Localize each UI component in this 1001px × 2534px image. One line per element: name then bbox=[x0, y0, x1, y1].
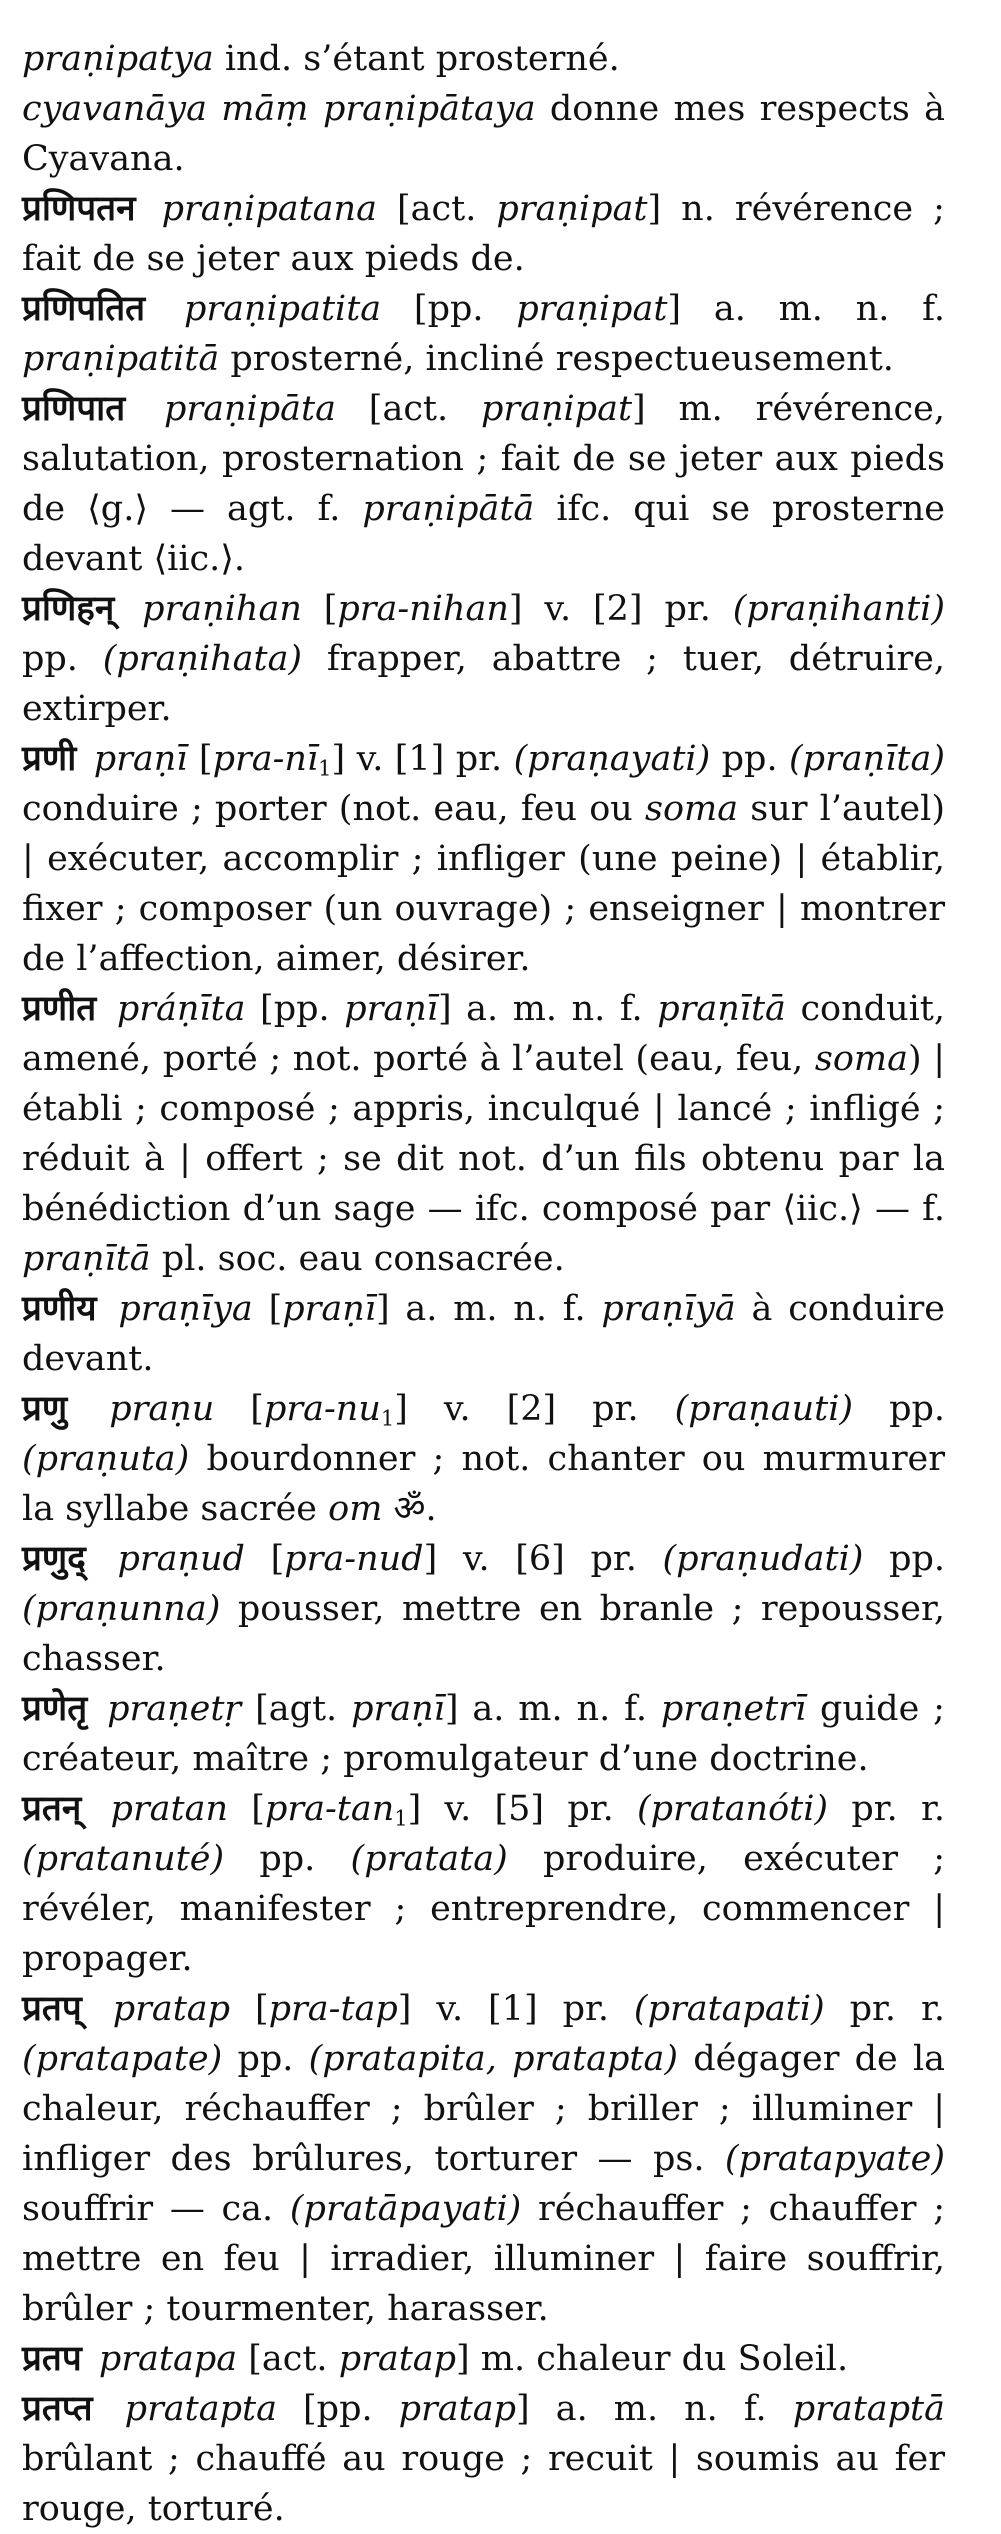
headword-devanagari: प्रतन् bbox=[22, 1789, 82, 1829]
italic-term: (praṇudati) bbox=[662, 1539, 864, 1579]
italic-term: pratapta bbox=[124, 2389, 277, 2429]
italic-term: práṇīta bbox=[116, 989, 246, 1029]
dictionary-entry: प्रणुद् praṇud [pra-nud] v. [6] pr. (praṇudati) pp. (praṇunna) pousser, mettre en branle ; repousser, chasser. bbox=[22, 1539, 946, 1679]
italic-term: (praṇauti) bbox=[674, 1389, 854, 1429]
dictionary-entry: प्रणिपात praṇipāta [act. praṇipat] m. révérence, salutation, prosternation ; fait de se jeter aux pieds de ⟨g.⟩ — agt. f. praṇipātā ifc. qui se prosterne devant ⟨iic.⟩. bbox=[22, 389, 945, 579]
italic-term: praṇipāta bbox=[164, 389, 336, 429]
dictionary-entry: प्रणीत práṇīta [pp. praṇī] a. m. n. f. praṇītā conduit, amené, porté ; not. porté à l’autel (eau, feu, soma) | établi ; composé ; appris, inculqué | lancé ; infligé ; réduit à | offert ; se dit not. d’un fils obtenu par la bénédiction d’un sage — ifc. composé par ⟨iic.⟩ — f. praṇītā pl. soc. eau consacrée. bbox=[22, 989, 945, 1279]
dictionary-entry: cyavanāya māṃ praṇipātaya donne mes respects à Cyavana. bbox=[22, 89, 945, 179]
dictionary-entry: प्रणेतृ praṇetṛ [agt. praṇī] a. m. n. f. praṇetrī guide ; créateur, maître ; promulgateur d’une doctrine. bbox=[22, 1689, 945, 1779]
headword-devanagari: प्रणी bbox=[22, 739, 77, 779]
dictionary-entry: प्रणी praṇī $[pra-nī_1]$ v. [1] pr. (praṇayati) pp. (praṇīta) conduire ; porter (not. eau, feu ou soma sur l’autel) | exécuter, accomplir ; infliger (une peine) | établir, fixer ; composer (un ouvrage) ; enseigner | montrer de l’affection, aimer, désirer. bbox=[22, 739, 945, 979]
headword-devanagari: प्रणिपात bbox=[22, 389, 126, 429]
dictionary-entry: प्रतप् pratap [pra-tap] v. [1] pr. (pratapati) pr. r. (pratapate) pp. (pratapita, pratapta) dégager de la chaleur, réchauffer ; brûler ; briller ; illuminer | infliger des brûlures, torturer — ps. (pratapyate) souffrir — ca. (pratāpayati) réchauffer ; chauffer ; mettre en feu | irradier, illuminer | faire souffrir, brûler ; tourmenter, harasser. bbox=[22, 1989, 946, 2329]
headword-devanagari: प्रणीत bbox=[22, 989, 97, 1029]
italic-term: praṇī bbox=[282, 1289, 376, 1329]
italic-term: praṇī bbox=[344, 989, 438, 1029]
headword-devanagari: प्रणु bbox=[22, 1389, 68, 1429]
italic-term: (praṇihanti) bbox=[732, 589, 945, 629]
headword-devanagari: प्रतप्त bbox=[22, 2389, 93, 2429]
dictionary-entry: प्रणिपतन praṇipatana [act. praṇipat] n. révérence ; fait de se jeter aux pieds de. bbox=[22, 189, 945, 279]
italic-term: pra-nud bbox=[284, 1539, 424, 1579]
italic-term: praṇītā bbox=[22, 1239, 151, 1279]
italic-term: praṇipatitā bbox=[22, 339, 220, 379]
italic-term: praṇipat bbox=[480, 389, 633, 429]
italic-term: pratap bbox=[112, 1989, 231, 2029]
italic-term: praṇipat bbox=[516, 289, 668, 329]
italic-term: praṇī bbox=[351, 1689, 445, 1729]
italic-term: (praṇayati) bbox=[513, 739, 711, 779]
headword-devanagari: प्रणेतृ bbox=[22, 1689, 88, 1729]
italic-term: (praṇīta) bbox=[789, 739, 945, 779]
headword-devanagari: प्रतप् bbox=[22, 1989, 82, 2029]
italic-term: (pratapita, pratapta) bbox=[308, 2039, 678, 2079]
dictionary-entry: प्रणु praṇu $[pra-nu_1]$ v. [2] pr. (praṇauti) pp. (praṇuta) bourdonner ; not. chanter ou murmurer la syllabe sacrée om ॐ. bbox=[22, 1389, 946, 1529]
italic-term: soma bbox=[644, 789, 739, 829]
italic-term: prataptā bbox=[792, 2389, 945, 2429]
italic-term: praṇu bbox=[109, 1389, 215, 1429]
italic-term: (pratapati) bbox=[633, 1989, 825, 2029]
italic-term: praṇetṛ bbox=[107, 1689, 242, 1729]
dictionary-entry: प्रतप्त pratapta [pp. pratap] a. m. n. f. prataptā brûlant ; chauffé au rouge ; recuit | soumis au fer rouge, torturé. bbox=[22, 2389, 945, 2529]
italic-term: pra-nu bbox=[263, 1389, 381, 1429]
dictionary-entry: प्रणिहन् praṇihan [pra-nihan] v. [2] pr. (praṇihanti) pp. (praṇihata) frapper, abattre ; tuer, détruire, extirper. bbox=[22, 589, 946, 729]
italic-term: (pratāpayati) bbox=[289, 2189, 522, 2229]
italic-term: praṇipatita bbox=[183, 289, 382, 329]
headword-devanagari: प्रणिपतन bbox=[22, 189, 136, 229]
italic-term: praṇud bbox=[117, 1539, 245, 1579]
dictionary-entry: praṇipatya ind. s’étant prosterné. bbox=[22, 39, 620, 79]
italic-term: (praṇihata) bbox=[102, 639, 303, 679]
italic-term: cyavanāya māṃ praṇipātaya bbox=[22, 89, 536, 129]
headword-devanagari: प्रणीय bbox=[22, 1289, 97, 1329]
italic-term: praṇihan bbox=[142, 589, 302, 629]
italic-term: (praṇuta) bbox=[22, 1439, 190, 1479]
italic-term: praṇī bbox=[93, 739, 188, 779]
italic-term: (pratata) bbox=[350, 1839, 508, 1879]
headword-devanagari: प्रणुद् bbox=[22, 1539, 86, 1579]
italic-term: praṇītā bbox=[657, 989, 786, 1029]
italic-term: pra-nihan bbox=[337, 589, 509, 629]
italic-term: praṇipatya bbox=[22, 39, 214, 79]
italic-term: praṇipat bbox=[496, 189, 648, 229]
headword-devanagari: प्रणिपतित bbox=[22, 289, 146, 329]
italic-term: (praṇunna) bbox=[22, 1589, 221, 1629]
entry-list bbox=[22, 34, 945, 2534]
italic-term: pra-tan bbox=[264, 1789, 395, 1829]
italic-term: pra-tap bbox=[268, 1989, 398, 2029]
italic-term: pratap bbox=[398, 2389, 516, 2429]
italic-term: (pratanóti) bbox=[636, 1789, 829, 1829]
italic-term: (pratapyate) bbox=[724, 2139, 945, 2179]
italic-term: pratap bbox=[338, 2339, 457, 2379]
italic-term: (pratanuté) bbox=[22, 1839, 225, 1879]
dictionary-entry: प्रतन् pratan $[pra-\tan_1]$ v. [5] pr. (pratanóti) pr. r. (pratanuté) pp. (pratata) produire, exécuter ; révéler, manifester ; entreprendre, commencer | propager. bbox=[22, 1789, 946, 1979]
italic-term: soma bbox=[814, 1039, 908, 1079]
italic-term: pratan bbox=[110, 1789, 229, 1829]
dictionary-entry: प्रणीय praṇīya [praṇī] a. m. n. f. praṇīyā à conduire devant. bbox=[22, 1289, 946, 1379]
headword-devanagari: प्रणिहन् bbox=[22, 589, 115, 629]
italic-term: pra-nī bbox=[212, 739, 319, 779]
dictionary-entry: प्रणिपतित praṇipatita [pp. praṇipat] a. m. n. f. praṇipatitā prosterné, incliné respectueusement. bbox=[22, 289, 945, 379]
italic-term: praṇipatana bbox=[161, 189, 377, 229]
italic-term: praṇīya bbox=[118, 1289, 253, 1329]
italic-term: (pratapate) bbox=[22, 2039, 223, 2079]
italic-term: praṇīyā bbox=[601, 1289, 736, 1329]
italic-term: praṇetrī bbox=[660, 1689, 807, 1729]
italic-term: praṇipātā bbox=[362, 489, 535, 529]
headword-devanagari: प्रतप bbox=[22, 2339, 82, 2379]
italic-term: pratapa bbox=[98, 2339, 238, 2379]
italic-term: om bbox=[328, 1489, 383, 1529]
dictionary-entry: प्रतप pratapa [act. pratap] m. chaleur du Soleil. bbox=[22, 2339, 849, 2379]
